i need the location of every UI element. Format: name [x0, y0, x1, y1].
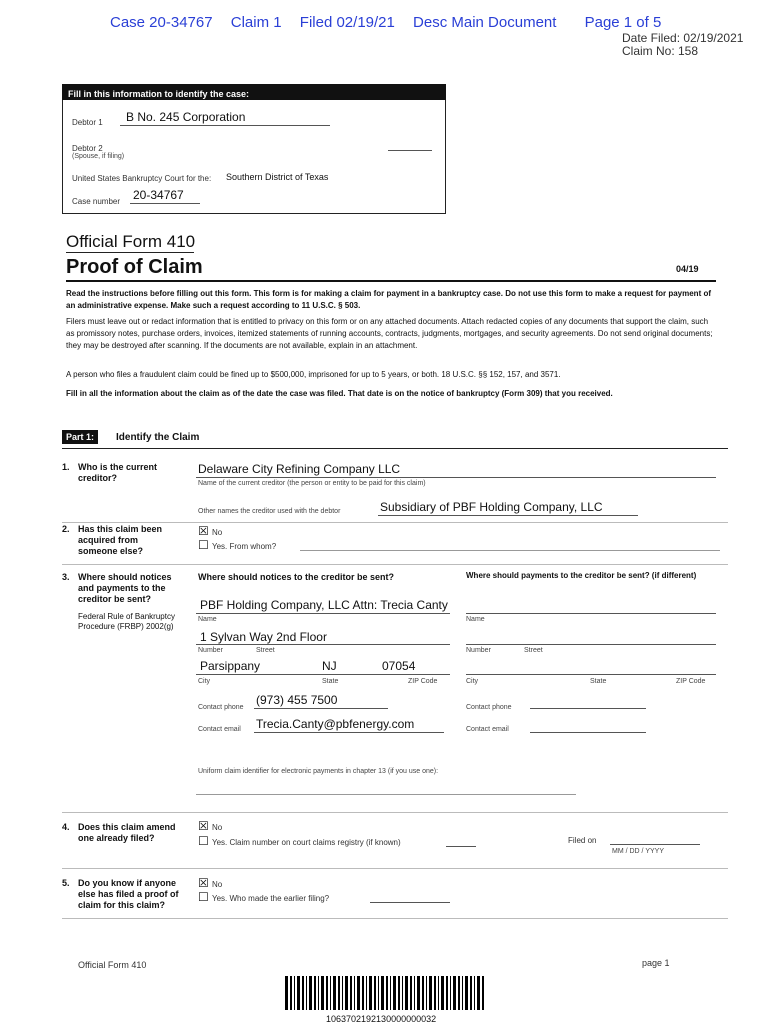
instructions-2: Filers must leave out or redact information that is entitled to privacy on this form or on any attached documents. Attach redacted copies of any documents that support the claim, such as promissory notes, purchase orders, invoices, itemized statements of running accounts, contracts, judgments, mortgages, and security agreements. Do not send original documents; they may be destroyed after scanning. If the documents are not available, explain in an attachment. [66, 317, 713, 350]
q1-other-label: Other names the creditor used with the debtor [198, 508, 341, 515]
barcode-bar [345, 976, 348, 1010]
footer-page: page 1 [642, 958, 670, 968]
barcode-bar [294, 976, 295, 1010]
barcode-bar [453, 976, 456, 1010]
barcode-bar [410, 976, 412, 1010]
q2-question: Has this claim been acquired from someone else? [78, 524, 163, 556]
barcode-bar [414, 976, 415, 1010]
q3-pay-number-label: Number [466, 647, 491, 654]
debtor2-sub: (Spouse, if filing) [72, 153, 125, 160]
instructions-4: Fill in all the information about the claim as of the date the case was filed. That date is on the notice of bankruptcy (Form 309) that you received. [66, 389, 613, 398]
court-value: Southern District of Texas [226, 172, 329, 182]
case-number-header: Case 20-34767 [110, 14, 213, 31]
q5-no-label: No [212, 880, 223, 889]
barcode-bar [321, 976, 324, 1010]
q3-pay-state-label: State [590, 678, 607, 685]
barcode-bar [405, 976, 408, 1010]
barcode-bar [446, 976, 448, 1010]
barcode-bar [357, 976, 360, 1010]
q3-number: 3. [62, 572, 70, 582]
barcode-bar [422, 976, 424, 1010]
barcode-bar [462, 976, 463, 1010]
q2-no-label: No [212, 528, 223, 537]
debtor1-value: B No. 245 Corporation [126, 110, 246, 124]
barcode-bar [290, 976, 292, 1010]
q3-city-value: Parsippany [200, 659, 261, 673]
footer-form: Official Form 410 [78, 960, 147, 970]
q3-phone-value: (973) 455 7500 [256, 693, 338, 707]
barcode-bar [306, 976, 307, 1010]
debtor2-label: Debtor 2 [72, 144, 103, 153]
q1-question: Who is the current creditor? [78, 462, 158, 483]
q3-street-value: 1 Sylvan Way 2nd Floor [200, 630, 327, 644]
barcode-bar [285, 976, 288, 1010]
q3-city-label: City [198, 678, 211, 685]
instructions-1: Read the instructions before filling out this form. This form is for making a claim for payment in a bankruptcy case. Do not use this form to make a request for payment of an administrative expense. Make such a request according to 11 U.S.C. § 503. [66, 289, 711, 310]
barcode-bar [402, 976, 403, 1010]
barcode-bar [381, 976, 384, 1010]
q2-no-checkbox[interactable]: ☒ [198, 524, 209, 538]
date-filed: Date Filed: 02/19/2021 [622, 31, 744, 45]
q3-name-label: Name [198, 616, 217, 623]
filed-header: Filed 02/19/21 [299, 14, 395, 31]
q2-yes-checkbox[interactable]: ☐ [198, 538, 209, 552]
q3-payments-head: Where should payments to the creditor be sent? (if different) [466, 571, 697, 580]
q4-no-checkbox[interactable]: ☒ [198, 819, 209, 833]
part1-label: Part 1: [62, 430, 98, 444]
q3-pay-city-label: City [466, 678, 479, 685]
q5-number: 5. [62, 878, 70, 888]
claim-no: Claim No: 158 [622, 44, 699, 58]
barcode-bar [438, 976, 439, 1010]
barcode-bar [366, 976, 367, 1010]
barcode-bar [398, 976, 400, 1010]
q5-question: Do you know if anyone else has filed a proof of claim for this claim? [78, 878, 179, 910]
case-box-title: Fill in this information to identify the case: [62, 84, 446, 100]
barcode-bar [426, 976, 427, 1010]
barcode-bar [465, 976, 468, 1010]
q5-yes-label: Yes. Who made the earlier filing? [212, 894, 330, 903]
barcode-bar [378, 976, 379, 1010]
q4-number: 4. [62, 822, 70, 832]
q4-filed-on: Filed on [568, 836, 597, 845]
barcode-bar [350, 976, 352, 1010]
q3-street-label: Street [256, 647, 275, 654]
barcode-bar [470, 976, 472, 1010]
barcode-bar [309, 976, 312, 1010]
barcode-bar [330, 976, 331, 1010]
barcode-bar [429, 976, 432, 1010]
barcode-bar [417, 976, 420, 1010]
form-version: 04/19 [676, 264, 699, 274]
q5-no-checkbox[interactable]: ☒ [198, 876, 209, 890]
claim-header: Claim 1 [230, 14, 282, 31]
q3-pay-street-label: Street [524, 647, 543, 654]
q1-other-value: Subsidiary of PBF Holding Company, LLC [380, 500, 603, 514]
page-header: Page 1 of 5 [584, 14, 662, 31]
q3-notices-head: Where should notices to the creditor be sent? [198, 572, 395, 582]
q4-no-label: No [212, 823, 223, 832]
q3-zip-label: ZIP Code [408, 678, 438, 685]
barcode-bar [374, 976, 376, 1010]
q3-zip-value: 07054 [382, 659, 416, 673]
q3-number-label: Number [198, 647, 223, 654]
filed-info [622, 32, 743, 58]
q3-pay-email-label: Contact email [466, 726, 509, 733]
barcode-bar [302, 976, 304, 1010]
q3-name-value: PBF Holding Company, LLC Attn: Trecia Canty [200, 598, 448, 612]
instructions-3: A person who files a fraudulent claim could be fined up to $500,000, imprisoned for up to 5 years, or both. 18 U.S.C. §§ 152, 157, and 3571. [66, 370, 561, 379]
barcode-bar [441, 976, 444, 1010]
barcode-bar [333, 976, 336, 1010]
q3-uniform-label: Uniform claim identifier for electronic payments in chapter 13 (if you use one): [198, 768, 439, 775]
barcode-bar [362, 976, 364, 1010]
court-label: United States Bankruptcy Court for the: [72, 174, 212, 183]
q3-pay-name-label: Name [466, 616, 485, 623]
q4-yes-checkbox[interactable]: ☐ [198, 834, 209, 848]
q4-yes-label: Yes. Claim number on court claims registry (if known) [212, 838, 401, 847]
form-title: Proof of Claim [66, 256, 203, 278]
barcode-bar [297, 976, 300, 1010]
barcode-number: 1063702192130000000032 [326, 1014, 437, 1024]
q1-number: 1. [62, 462, 70, 472]
q2-yes-label: Yes. From whom? [212, 542, 277, 551]
barcode-bar [326, 976, 328, 1010]
barcode-bar [393, 976, 396, 1010]
barcode-bar [390, 976, 391, 1010]
barcode-bar [434, 976, 436, 1010]
q4-date-format: MM / DD / YYYY [612, 848, 664, 855]
barcode-bar [386, 976, 388, 1010]
q3-rule: Federal Rule of Bankruptcy Procedure (FRBP) 2002(g) [78, 612, 175, 631]
case-number-value: 20-34767 [133, 188, 184, 202]
barcode-bar [369, 976, 372, 1010]
part1-title: Identify the Claim [116, 432, 200, 443]
q3-state-label: State [322, 678, 339, 685]
barcode-bar [458, 976, 460, 1010]
barcode-bar [314, 976, 316, 1010]
barcode [285, 976, 485, 1016]
barcode-bar [342, 976, 343, 1010]
q3-email-label: Contact email [198, 726, 241, 733]
q5-yes-checkbox[interactable]: ☐ [198, 890, 209, 904]
case-info-box [62, 84, 446, 214]
q4-question: Does this claim amend one already filed? [78, 822, 176, 843]
case-header [110, 14, 675, 31]
q3-pay-phone-label: Contact phone [466, 704, 512, 711]
q3-question: Where should notices and payments to the creditor be sent? [78, 572, 172, 604]
q3-state-value: NJ [322, 659, 337, 673]
q2-number: 2. [62, 524, 70, 534]
barcode-bar [338, 976, 340, 1010]
barcode-bar [477, 976, 480, 1010]
q3-pay-zip-label: ZIP Code [676, 678, 706, 685]
q3-email-value: Trecia.Canty@pbfenergy.com [256, 717, 415, 731]
official-form: Official Form 410 [66, 232, 196, 251]
case-number-label: Case number [72, 197, 121, 206]
desc-header: Desc Main Document [413, 14, 557, 31]
barcode-bar [474, 976, 475, 1010]
q3-phone-label: Contact phone [198, 704, 244, 711]
barcode-bar [450, 976, 451, 1010]
barcode-bar [482, 976, 484, 1010]
q1-creditor-caption: Name of the current creditor (the person or entity to be paid for this claim) [198, 480, 426, 487]
debtor1-label: Debtor 1 [72, 118, 103, 127]
q1-creditor: Delaware City Refining Company LLC [198, 462, 401, 476]
barcode-bar [318, 976, 319, 1010]
barcode-bar [354, 976, 355, 1010]
